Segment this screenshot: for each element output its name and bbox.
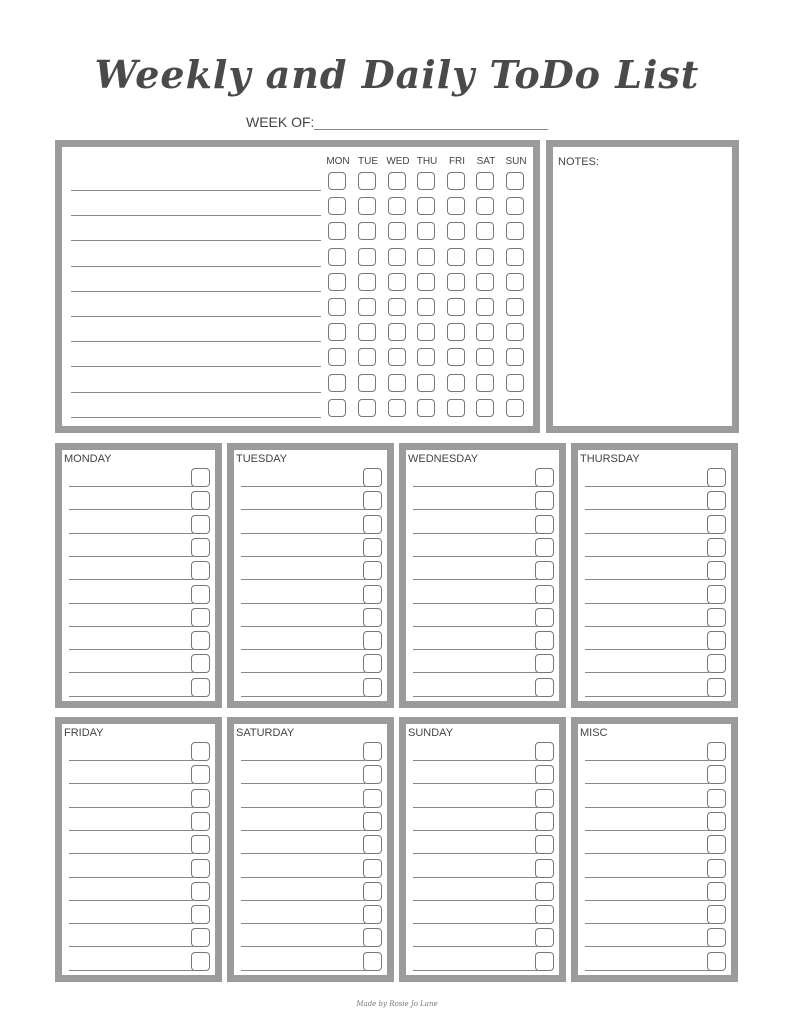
task-line[interactable] (585, 672, 711, 673)
task-line[interactable] (585, 486, 711, 487)
task-checkbox[interactable] (191, 835, 210, 854)
habit-checkbox[interactable] (388, 348, 406, 366)
habit-checkbox[interactable] (506, 273, 524, 291)
task-checkbox[interactable] (535, 608, 554, 627)
task-checkbox[interactable] (191, 952, 210, 971)
task-line[interactable] (241, 579, 367, 580)
task-checkbox[interactable] (191, 789, 210, 808)
task-checkbox[interactable] (535, 515, 554, 534)
habit-checkbox[interactable] (358, 172, 376, 190)
habit-checkbox[interactable] (417, 374, 435, 392)
task-line[interactable] (585, 649, 711, 650)
task-line[interactable] (69, 923, 195, 924)
habit-line[interactable] (71, 392, 321, 393)
task-line[interactable] (241, 760, 367, 761)
habit-checkbox[interactable] (328, 222, 346, 240)
task-line[interactable] (585, 626, 711, 627)
habit-checkbox[interactable] (506, 348, 524, 366)
task-line[interactable] (241, 783, 367, 784)
task-line[interactable] (413, 672, 539, 673)
habit-checkbox[interactable] (358, 273, 376, 291)
task-line[interactable] (241, 649, 367, 650)
habit-day-header: SUN (505, 156, 527, 167)
task-line[interactable] (69, 853, 195, 854)
habit-checkbox[interactable] (417, 348, 435, 366)
task-checkbox[interactable] (363, 905, 382, 924)
task-checkbox[interactable] (363, 859, 382, 878)
task-line[interactable] (69, 672, 195, 673)
task-line[interactable] (585, 970, 711, 971)
habit-checkbox[interactable] (506, 172, 524, 190)
task-checkbox[interactable] (191, 742, 210, 761)
task-checkbox[interactable] (191, 928, 210, 947)
day-panel-tuesday (227, 443, 394, 708)
task-line[interactable] (69, 579, 195, 580)
task-line[interactable] (585, 900, 711, 901)
task-line[interactable] (69, 830, 195, 831)
day-panel-label: FRIDAY (64, 727, 104, 739)
habit-checkbox[interactable] (417, 399, 435, 417)
habit-checkbox[interactable] (388, 323, 406, 341)
task-checkbox[interactable] (535, 905, 554, 924)
task-checkbox[interactable] (707, 654, 726, 673)
day-panel-friday (55, 717, 222, 982)
day-panel-thursday (571, 443, 738, 708)
task-line[interactable] (585, 556, 711, 557)
task-checkbox[interactable] (535, 859, 554, 878)
week-of-field[interactable] (314, 129, 548, 130)
habit-checkbox[interactable] (358, 399, 376, 417)
day-panel-sunday (399, 717, 566, 982)
habit-checkbox[interactable] (417, 248, 435, 266)
habit-checkbox[interactable] (328, 197, 346, 215)
task-checkbox[interactable] (363, 654, 382, 673)
habit-checkbox[interactable] (476, 222, 494, 240)
task-checkbox[interactable] (535, 812, 554, 831)
habit-line[interactable] (71, 316, 321, 317)
task-line[interactable] (413, 853, 539, 854)
task-checkbox[interactable] (707, 812, 726, 831)
habit-checkbox[interactable] (447, 399, 465, 417)
task-line[interactable] (413, 970, 539, 971)
habit-checkbox[interactable] (476, 172, 494, 190)
task-checkbox[interactable] (363, 678, 382, 697)
task-checkbox[interactable] (191, 905, 210, 924)
habit-line[interactable] (71, 266, 321, 267)
task-checkbox[interactable] (363, 882, 382, 901)
habit-day-header: FRI (448, 156, 466, 167)
habit-line[interactable] (71, 215, 321, 216)
task-line[interactable] (69, 807, 195, 808)
task-checkbox[interactable] (191, 654, 210, 673)
task-line[interactable] (69, 970, 195, 971)
habit-checkbox[interactable] (388, 374, 406, 392)
habit-checkbox[interactable] (388, 273, 406, 291)
habit-day-header: SAT (476, 156, 496, 167)
habit-checkbox[interactable] (506, 248, 524, 266)
habit-checkbox[interactable] (358, 197, 376, 215)
habit-checkbox[interactable] (476, 248, 494, 266)
task-line[interactable] (413, 579, 539, 580)
task-line[interactable] (413, 760, 539, 761)
habit-checkbox[interactable] (447, 323, 465, 341)
habit-checkbox[interactable] (328, 273, 346, 291)
task-checkbox[interactable] (707, 765, 726, 784)
habit-checkbox[interactable] (388, 399, 406, 417)
task-line[interactable] (413, 509, 539, 510)
task-line[interactable] (585, 696, 711, 697)
habit-checkbox[interactable] (447, 197, 465, 215)
habit-checkbox[interactable] (476, 323, 494, 341)
task-line[interactable] (413, 486, 539, 487)
task-line[interactable] (413, 830, 539, 831)
task-checkbox[interactable] (363, 491, 382, 510)
day-panel-saturday (227, 717, 394, 982)
task-line[interactable] (69, 649, 195, 650)
task-checkbox[interactable] (707, 905, 726, 924)
task-checkbox[interactable] (535, 742, 554, 761)
page-title: Weekly and Daily ToDo List (94, 52, 700, 97)
task-line[interactable] (585, 807, 711, 808)
task-checkbox[interactable] (191, 678, 210, 697)
task-checkbox[interactable] (707, 468, 726, 487)
habit-day-header: MON (326, 156, 350, 167)
task-line[interactable] (585, 509, 711, 510)
task-line[interactable] (69, 783, 195, 784)
task-checkbox[interactable] (535, 882, 554, 901)
task-checkbox[interactable] (191, 631, 210, 650)
habit-checkbox[interactable] (328, 323, 346, 341)
habit-checkbox[interactable] (447, 348, 465, 366)
task-line[interactable] (585, 853, 711, 854)
habit-checkbox[interactable] (328, 348, 346, 366)
task-checkbox[interactable] (707, 859, 726, 878)
task-checkbox[interactable] (363, 835, 382, 854)
task-checkbox[interactable] (191, 491, 210, 510)
task-line[interactable] (69, 486, 195, 487)
habit-checkbox[interactable] (388, 197, 406, 215)
task-checkbox[interactable] (535, 952, 554, 971)
task-line[interactable] (69, 900, 195, 901)
task-checkbox[interactable] (535, 585, 554, 604)
task-line[interactable] (241, 970, 367, 971)
task-line[interactable] (69, 696, 195, 697)
habit-checkbox[interactable] (506, 399, 524, 417)
habit-checkbox[interactable] (358, 248, 376, 266)
task-checkbox[interactable] (363, 742, 382, 761)
task-checkbox[interactable] (535, 538, 554, 557)
task-checkbox[interactable] (191, 561, 210, 580)
task-checkbox[interactable] (363, 608, 382, 627)
task-checkbox[interactable] (535, 765, 554, 784)
task-line[interactable] (241, 486, 367, 487)
task-checkbox[interactable] (191, 468, 210, 487)
habit-checkbox[interactable] (388, 222, 406, 240)
day-panel-label: SATURDAY (236, 727, 295, 739)
task-checkbox[interactable] (535, 491, 554, 510)
task-checkbox[interactable] (535, 789, 554, 808)
footer-credit: Made by Rosie Jo Lane (356, 1000, 438, 1008)
task-line[interactable] (413, 807, 539, 808)
task-checkbox[interactable] (535, 468, 554, 487)
task-line[interactable] (413, 923, 539, 924)
habit-checkbox[interactable] (476, 298, 494, 316)
task-line[interactable] (241, 900, 367, 901)
task-line[interactable] (69, 603, 195, 604)
task-line[interactable] (241, 626, 367, 627)
habit-checkbox[interactable] (358, 348, 376, 366)
task-checkbox[interactable] (191, 812, 210, 831)
notes-label: NOTES: (558, 156, 599, 168)
task-checkbox[interactable] (707, 491, 726, 510)
task-checkbox[interactable] (535, 654, 554, 673)
task-line[interactable] (241, 946, 367, 947)
task-checkbox[interactable] (535, 561, 554, 580)
habit-checkbox[interactable] (476, 399, 494, 417)
task-line[interactable] (241, 556, 367, 557)
habit-checkbox[interactable] (447, 222, 465, 240)
task-checkbox[interactable] (363, 631, 382, 650)
habit-checkbox[interactable] (328, 298, 346, 316)
task-checkbox[interactable] (707, 835, 726, 854)
task-checkbox[interactable] (707, 538, 726, 557)
habit-line[interactable] (71, 190, 321, 191)
task-checkbox[interactable] (535, 928, 554, 947)
task-line[interactable] (585, 830, 711, 831)
day-panel-misc (571, 717, 738, 982)
day-panel-label: MONDAY (64, 453, 112, 465)
task-checkbox[interactable] (363, 928, 382, 947)
day-panel-label: THURSDAY (580, 453, 640, 465)
habit-checkbox[interactable] (328, 172, 346, 190)
task-line[interactable] (69, 760, 195, 761)
day-panel-label: TUESDAY (236, 453, 288, 465)
task-line[interactable] (241, 923, 367, 924)
task-line[interactable] (413, 649, 539, 650)
task-checkbox[interactable] (363, 952, 382, 971)
task-line[interactable] (69, 626, 195, 627)
task-checkbox[interactable] (707, 678, 726, 697)
task-line[interactable] (413, 946, 539, 947)
habit-checkbox[interactable] (358, 323, 376, 341)
task-line[interactable] (585, 923, 711, 924)
habit-line[interactable] (71, 291, 321, 292)
task-line[interactable] (69, 509, 195, 510)
task-checkbox[interactable] (707, 515, 726, 534)
habit-checkbox[interactable] (328, 248, 346, 266)
task-checkbox[interactable] (363, 561, 382, 580)
task-checkbox[interactable] (363, 585, 382, 604)
habit-checkbox[interactable] (388, 248, 406, 266)
habit-checkbox[interactable] (417, 298, 435, 316)
task-line[interactable] (413, 556, 539, 557)
habit-checkbox[interactable] (476, 197, 494, 215)
task-checkbox[interactable] (191, 859, 210, 878)
task-checkbox[interactable] (191, 585, 210, 604)
habit-checkbox[interactable] (328, 399, 346, 417)
task-line[interactable] (585, 783, 711, 784)
task-checkbox[interactable] (535, 678, 554, 697)
habit-checkbox[interactable] (388, 172, 406, 190)
day-panel-label: MISC (580, 727, 608, 739)
task-checkbox[interactable] (363, 765, 382, 784)
task-line[interactable] (585, 603, 711, 604)
task-line[interactable] (69, 556, 195, 557)
habit-checkbox[interactable] (358, 222, 376, 240)
habit-checkbox[interactable] (417, 273, 435, 291)
notes-panel[interactable] (546, 140, 739, 433)
task-checkbox[interactable] (363, 468, 382, 487)
habit-checkbox[interactable] (506, 374, 524, 392)
task-line[interactable] (413, 696, 539, 697)
habit-line[interactable] (71, 417, 321, 418)
day-panel-label: WEDNESDAY (408, 453, 479, 465)
task-checkbox[interactable] (707, 608, 726, 627)
task-checkbox[interactable] (363, 538, 382, 557)
task-line[interactable] (241, 696, 367, 697)
task-line[interactable] (413, 900, 539, 901)
habit-day-header: TUE (358, 156, 378, 167)
task-checkbox[interactable] (707, 789, 726, 808)
habit-checkbox[interactable] (328, 374, 346, 392)
habit-checkbox[interactable] (506, 323, 524, 341)
habit-checkbox[interactable] (417, 323, 435, 341)
habit-checkbox[interactable] (417, 172, 435, 190)
task-line[interactable] (413, 783, 539, 784)
task-checkbox[interactable] (707, 631, 726, 650)
habit-day-header: THU (416, 156, 438, 167)
task-line[interactable] (241, 603, 367, 604)
day-panel-monday (55, 443, 222, 708)
task-line[interactable] (585, 760, 711, 761)
task-line[interactable] (241, 807, 367, 808)
task-line[interactable] (69, 877, 195, 878)
task-checkbox[interactable] (191, 882, 210, 901)
task-line[interactable] (69, 533, 195, 534)
task-line[interactable] (241, 853, 367, 854)
habit-checkbox[interactable] (476, 348, 494, 366)
task-checkbox[interactable] (707, 928, 726, 947)
task-line[interactable] (241, 877, 367, 878)
habit-checkbox[interactable] (506, 222, 524, 240)
task-checkbox[interactable] (535, 835, 554, 854)
habit-checkbox[interactable] (388, 298, 406, 316)
task-line[interactable] (585, 877, 711, 878)
habit-line[interactable] (71, 240, 321, 241)
task-checkbox[interactable] (363, 812, 382, 831)
task-checkbox[interactable] (707, 952, 726, 971)
habit-tracker-panel (55, 140, 540, 433)
habit-checkbox[interactable] (417, 222, 435, 240)
habit-checkbox[interactable] (417, 197, 435, 215)
task-line[interactable] (241, 830, 367, 831)
habit-checkbox[interactable] (447, 273, 465, 291)
task-checkbox[interactable] (363, 515, 382, 534)
habit-checkbox[interactable] (358, 298, 376, 316)
habit-checkbox[interactable] (506, 197, 524, 215)
habit-checkbox[interactable] (476, 273, 494, 291)
habit-checkbox[interactable] (447, 298, 465, 316)
task-line[interactable] (413, 603, 539, 604)
task-line[interactable] (585, 946, 711, 947)
habit-day-header: WED (386, 156, 410, 167)
task-line[interactable] (413, 533, 539, 534)
habit-checkbox[interactable] (447, 374, 465, 392)
habit-checkbox[interactable] (447, 172, 465, 190)
task-line[interactable] (69, 946, 195, 947)
task-checkbox[interactable] (191, 538, 210, 557)
day-panel-label: SUNDAY (408, 727, 454, 739)
task-checkbox[interactable] (535, 631, 554, 650)
task-line[interactable] (413, 877, 539, 878)
task-checkbox[interactable] (191, 765, 210, 784)
habit-checkbox[interactable] (447, 248, 465, 266)
task-line[interactable] (241, 509, 367, 510)
task-line[interactable] (241, 533, 367, 534)
task-line[interactable] (241, 672, 367, 673)
task-checkbox[interactable] (191, 515, 210, 534)
day-panel-wednesday (399, 443, 566, 708)
habit-checkbox[interactable] (358, 374, 376, 392)
task-checkbox[interactable] (707, 742, 726, 761)
task-checkbox[interactable] (191, 608, 210, 627)
habit-checkbox[interactable] (476, 374, 494, 392)
habit-line[interactable] (71, 341, 321, 342)
week-of-label: WEEK OF: (246, 114, 315, 130)
task-line[interactable] (413, 626, 539, 627)
habit-line[interactable] (71, 366, 321, 367)
task-line[interactable] (585, 533, 711, 534)
task-checkbox[interactable] (707, 561, 726, 580)
habit-checkbox[interactable] (506, 298, 524, 316)
task-checkbox[interactable] (363, 789, 382, 808)
task-checkbox[interactable] (707, 882, 726, 901)
task-checkbox[interactable] (707, 585, 726, 604)
task-line[interactable] (585, 579, 711, 580)
